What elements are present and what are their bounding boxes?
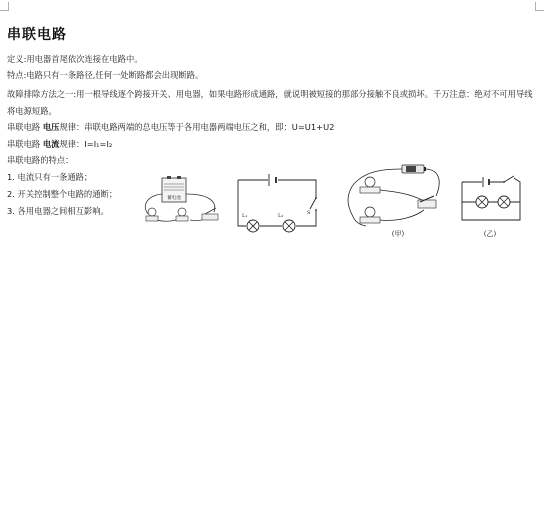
schematic-yi-figure — [456, 172, 526, 240]
lamp-symbol-icon — [498, 196, 510, 208]
lamp-l2-label: L₂ — [278, 213, 284, 219]
characteristic-item: 1. 电流只有一条通路； — [7, 172, 93, 182]
lamp-symbol-icon — [476, 196, 488, 208]
crop-mark-top-right — [535, 2, 544, 11]
crop-mark-top-left — [0, 2, 9, 11]
characteristic-item: 2. 开关控制整个电路的通断； — [7, 189, 118, 199]
feature-line: 特点:电路只有一条路径,任何一处断路都会出现断路。 — [7, 70, 204, 80]
troubleshoot-paragraph: 故障排除方法之一:用一根导线逐个跨接开关、用电器，如果电路形成通路，就说明被短接的那部分接触不良或损坏。千万注意：绝对不可用导线将电源短路。 — [7, 89, 533, 116]
current-rule-text: 规律：I=I₁=I₂ — [59, 139, 113, 149]
switch-symbol-icon — [310, 197, 317, 211]
battery-symbol-icon — [269, 174, 276, 186]
switch-label: S — [307, 210, 311, 216]
series-schematic-figure — [232, 168, 322, 236]
knife-switch-icon — [418, 196, 436, 208]
caption-yi: (乙) — [483, 230, 497, 238]
voltage-rule-keyword: 电压 — [42, 122, 60, 132]
bulb-icon — [360, 207, 380, 223]
lamp-symbol-icon — [247, 220, 259, 232]
physical-circuit-figure — [138, 176, 226, 234]
characteristics-heading: 串联电路的特点： — [7, 155, 74, 165]
current-rule-keyword: 电流 — [42, 139, 60, 149]
physical-circuit-jia-figure — [340, 160, 448, 240]
battery-symbol-icon — [483, 177, 489, 187]
bulb-icon — [176, 208, 188, 221]
characteristic-item: 3. 各用电器之间相互影响。 — [7, 206, 109, 216]
caption-jia: (甲) — [391, 230, 405, 238]
voltage-rule-prefix: 串联电路 — [7, 122, 43, 132]
bulb-icon — [146, 208, 158, 221]
definition-line: 定义:用电器首尾依次连接在电路中。 — [7, 54, 143, 64]
voltage-rule-text: 规律：串联电路两端的总电压等于各用电器两端电压之和，即：U=U1+U2 — [59, 122, 335, 132]
lamp-symbol-icon — [283, 220, 295, 232]
current-rule-prefix: 串联电路 — [7, 139, 43, 149]
bulb-icon — [360, 177, 380, 193]
voltage-rule-line — [7, 121, 334, 133]
knife-switch-icon — [202, 208, 218, 220]
battery-cylinder-icon — [402, 165, 426, 173]
lamp-l1-label: L₁ — [242, 213, 248, 219]
current-rule-line — [7, 138, 112, 150]
battery-label: 蓄电池 — [167, 196, 181, 201]
switch-symbol-icon — [503, 176, 514, 183]
page-title: 串联电路 — [7, 27, 67, 43]
